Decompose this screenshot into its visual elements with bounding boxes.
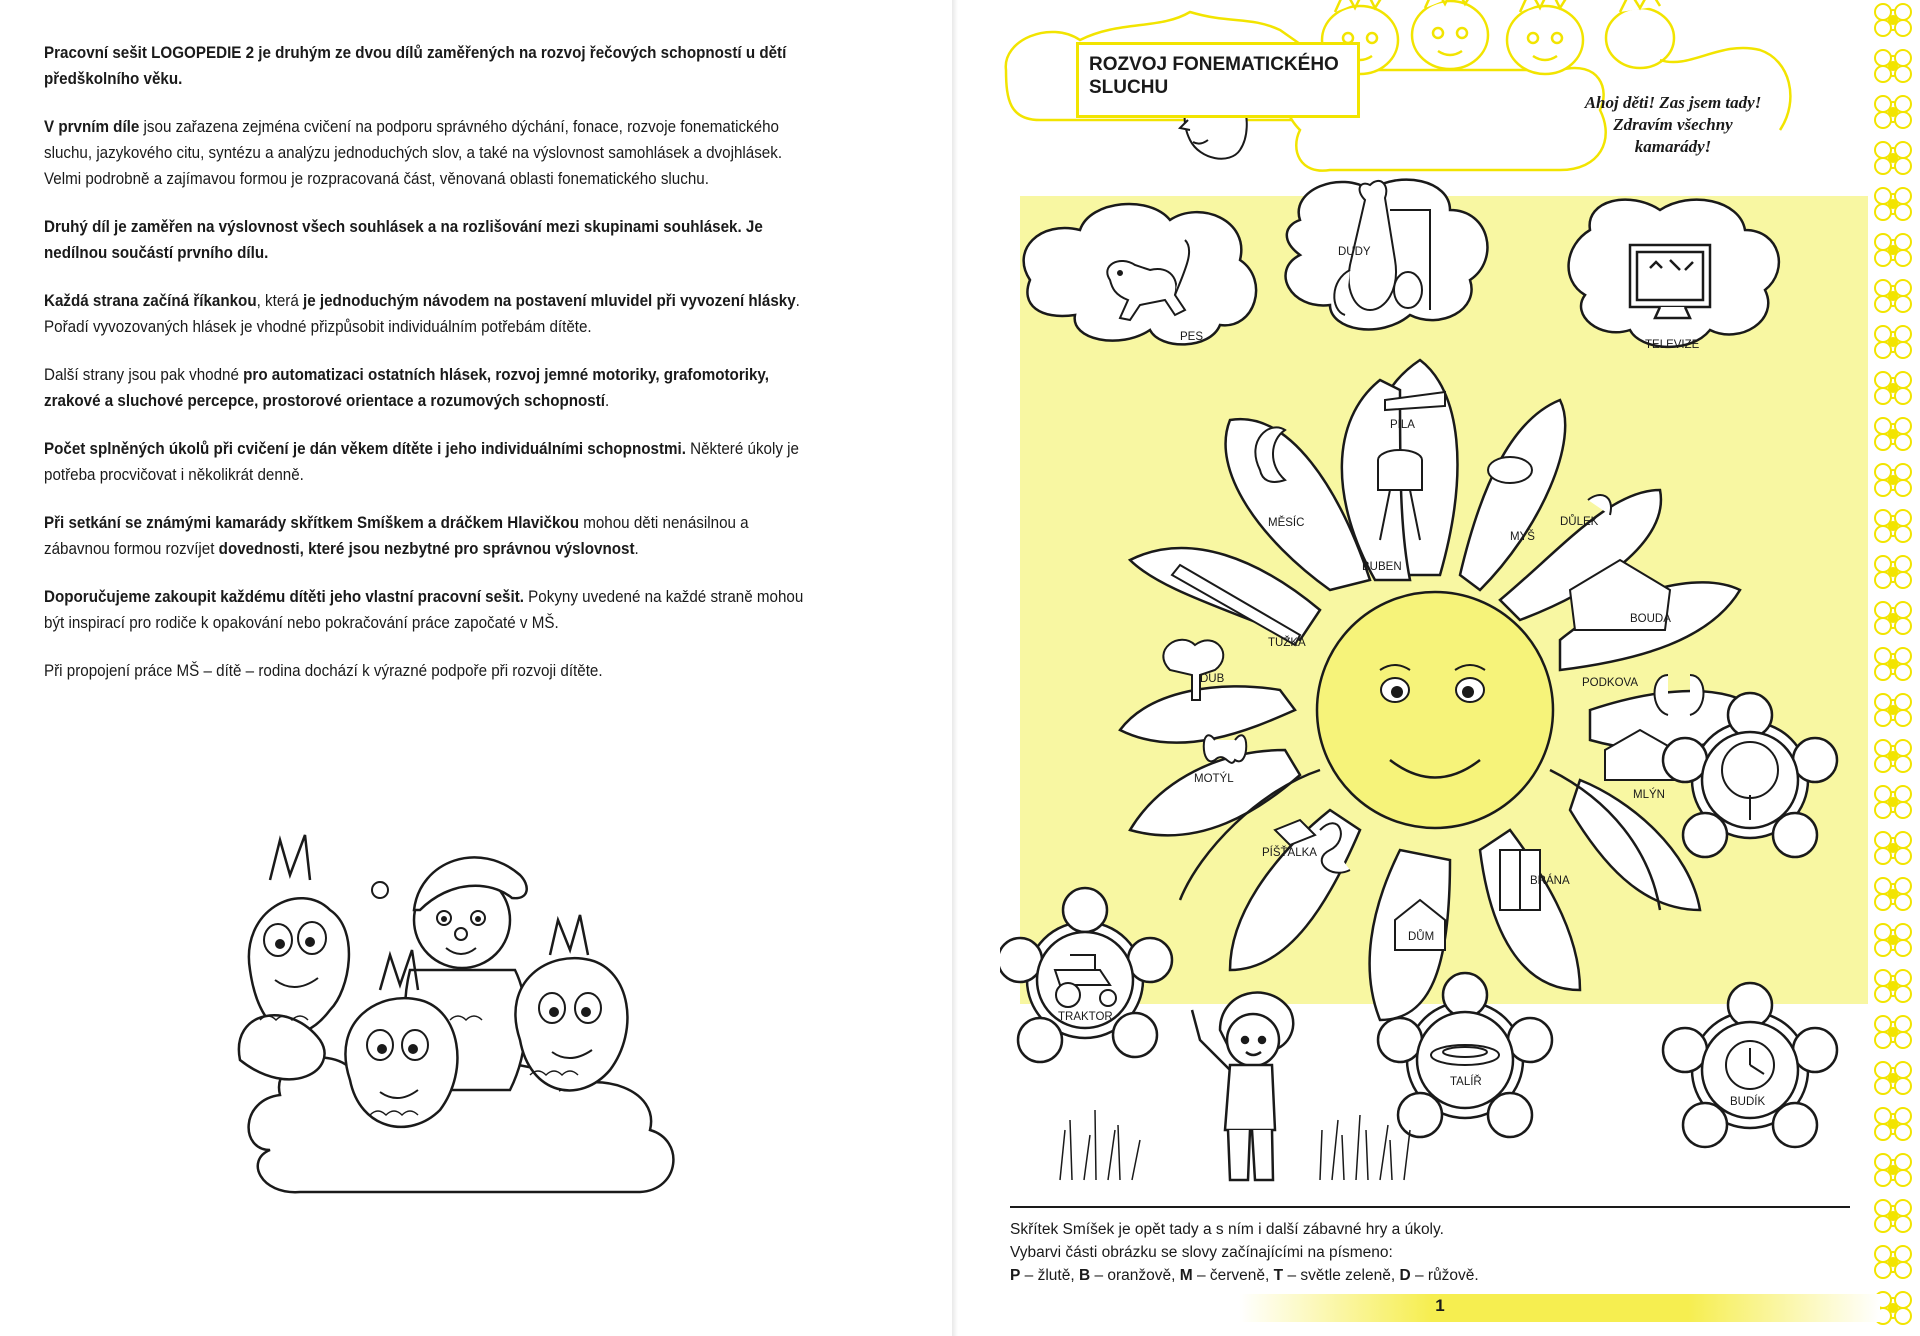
grass-right <box>1320 1115 1410 1180</box>
dragons-and-elf-illustration <box>230 820 690 1220</box>
color-letter: P <box>1010 1267 1021 1284</box>
instructions-line-2: Vybarvi části obrázku se slovy začínajícími na písmeno: <box>1010 1244 1393 1261</box>
label-traktor: TRAKTOR <box>1058 1011 1113 1023</box>
intro-text-run: Při propojení práce MŠ – dítě – rodina dochází k výrazné podpoře při rozvoji dítěte. <box>44 662 603 680</box>
border-flower <box>1875 1246 1911 1278</box>
greeting-line-3: kamarády! <box>1634 137 1712 156</box>
label-tuzka: TUŽKA <box>1268 637 1306 649</box>
border-flower <box>1875 372 1911 404</box>
petal-dub <box>1120 686 1295 742</box>
intro-text-run: mohou děti nenásilnou a zábavnou formou rozvíjet <box>44 514 749 558</box>
intro-paragraph <box>44 288 817 340</box>
intro-text-run: Pracovní sešit LOGOPEDIE 2 je druhým ze dvou dílů zaměřených na rozvoj řečových schopností u dětí předškolního věku. <box>44 44 787 88</box>
intro-text-run: Počet splněných úkolů při cvičení je dán věkem dítěte i jeho individuálními schopnostmi. <box>44 440 686 458</box>
page-title: ROZVOJ FONEMATICKÉHO SLUCHU <box>1076 42 1360 118</box>
greeting-bubble <box>1568 92 1778 178</box>
border-flower <box>1875 878 1911 910</box>
bottom-divider <box>1010 1206 1850 1208</box>
border-flower <box>1875 4 1911 36</box>
intro-text-run: Další strany jsou pak vhodné <box>44 366 244 384</box>
color-name: – světle zeleně, <box>1283 1267 1400 1284</box>
instructions-line-1: Skřítek Smíšek je opět tady a s ním i další zábavné hry a úkoly. <box>1010 1221 1444 1238</box>
border-flower <box>1875 96 1911 128</box>
intro-text-run: , která <box>256 292 304 310</box>
color-name: – oranžově, <box>1090 1267 1180 1284</box>
greeting-line-2: Zdravím všechny <box>1613 115 1733 134</box>
label-talir: TALÍŘ <box>1450 1076 1482 1088</box>
border-flower <box>1875 50 1911 82</box>
border-flower <box>1875 1108 1911 1140</box>
border-flower <box>1875 1154 1911 1186</box>
label-buben: BUBEN <box>1362 561 1402 573</box>
border-flower <box>1875 464 1911 496</box>
intro-text <box>44 40 817 706</box>
label-dudy: DUDY <box>1338 246 1371 258</box>
border-flower <box>1875 188 1911 220</box>
intro-text-run: jsou zařazena zejména cvičení na podporu správného dýchání, fonace, rozvoje fonematického sluchu, jazykového citu, syntézu a analýzu jednoduchých slov, a také na výslovnost samohlásek a dvojhlásek. Velmi podrobně a zajímavou formou je rozpracovaná část, věnovaná oblasti fonematického sluchu. <box>44 118 783 188</box>
intro-paragraph <box>44 214 817 266</box>
grass-left <box>1060 1110 1140 1180</box>
label-dulek: DŮLEK <box>1560 516 1599 528</box>
greeting-line-1: Ahoj děti! Zas jsem tady! <box>1584 93 1762 112</box>
color-name: – červeně, <box>1192 1267 1274 1284</box>
border-flower <box>1875 1292 1911 1324</box>
intro-text-run: . <box>634 540 639 558</box>
color-name: – žlutě, <box>1020 1267 1079 1284</box>
border-flower <box>1875 326 1911 358</box>
intro-paragraph <box>44 40 817 92</box>
border-flower <box>1875 694 1911 726</box>
mouse-icon <box>1488 457 1532 483</box>
label-televize: TELEVIZE <box>1645 339 1700 351</box>
butterfly-icon <box>1204 735 1247 763</box>
intro-paragraph <box>44 362 817 414</box>
label-bouda: BOUDA <box>1630 613 1671 625</box>
intro-text-run: Doporučujeme zakoupit každému dítěti jeho vlastní pracovní sešit. <box>44 588 524 606</box>
border-flower <box>1875 510 1911 542</box>
border-flower <box>1875 648 1911 680</box>
tree-icon <box>1722 742 1778 798</box>
intro-text-run: dovednosti, které jsou nezbytné pro správnou výslovnost <box>218 540 635 558</box>
intro-text-run: pro automatizaci ostatních hlásek, rozvoj jemné motoriky, grafomotoriky, zrakové a sluchové percepce, prostorové orientace a rozumových schopností <box>44 366 769 410</box>
label-mys: MYŠ <box>1510 531 1535 543</box>
label-pistalka: PÍŠŤALKA <box>1262 847 1317 859</box>
intro-text-run: Každá strana začíná říkankou <box>44 292 257 310</box>
intro-paragraph <box>44 584 817 636</box>
color-letter: D <box>1399 1267 1411 1284</box>
border-flower <box>1875 142 1911 174</box>
intro-paragraph <box>44 658 817 684</box>
border-flower <box>1875 556 1911 588</box>
intro-text-run: . <box>605 392 610 410</box>
instructions-colors <box>1010 1264 1650 1287</box>
left-page <box>0 0 952 1336</box>
intro-text-run: Pokyny uvedené na každé straně mohou být inspirací pro rodiče k opakování nebo pokračování práce započaté v MŠ. <box>44 588 804 632</box>
instructions <box>1010 1218 1650 1287</box>
elf-smisek-icon <box>1192 993 1293 1180</box>
border-flower <box>1875 924 1911 956</box>
label-dum: DŮM <box>1408 931 1435 943</box>
intro-paragraph <box>44 436 817 488</box>
television-icon <box>1630 245 1710 318</box>
intro-paragraph <box>44 510 817 562</box>
color-letter: B <box>1078 1267 1091 1284</box>
label-mlyn: MLÝN <box>1633 789 1665 801</box>
label-pila: PILA <box>1390 419 1415 431</box>
border-flower <box>1875 970 1911 1002</box>
sun-face <box>1317 592 1553 828</box>
hole-icon <box>1588 495 1611 515</box>
border-flower <box>1875 418 1911 450</box>
label-podkova: PODKOVA <box>1582 677 1639 689</box>
color-name: – růžově. <box>1410 1267 1479 1284</box>
label-mesic: MĚSÍC <box>1268 517 1305 529</box>
label-brana: BRÁNA <box>1530 875 1570 887</box>
intro-text-run: Při setkání se známými kamarády skřítkem Smíškem a dráčkem Hlavičkou <box>44 514 579 532</box>
label-dub: DUB <box>1200 673 1225 685</box>
border-flower <box>1875 1016 1911 1048</box>
border-flower <box>1875 786 1911 818</box>
intro-text-run: je jednoduchým návodem na postavení mluvidel při vyvození hlásky <box>303 292 796 310</box>
intro-text-run: . Pořadí vyvozovaných hlásek je vhodné přizpůsobit individuálním potřebám dítěte. <box>44 292 800 336</box>
border-flower <box>1875 280 1911 312</box>
flower-illustration <box>1000 170 1880 1210</box>
color-letter: T <box>1273 1267 1284 1284</box>
page-number: 1 <box>1435 1296 1445 1315</box>
border-flower <box>1875 602 1911 634</box>
intro-paragraph <box>44 114 817 192</box>
intro-text-run: Druhý díl je zaměřen na výslovnost všech souhlásek a na rozlišování mezi skupinami souhlásek. Je nedílnou součástí prvního dílu. <box>44 218 763 262</box>
border-flower <box>1875 1062 1911 1094</box>
label-pes: PES <box>1180 331 1204 343</box>
color-letter: M <box>1179 1267 1193 1284</box>
intro-text-run: V prvním díle <box>44 118 140 136</box>
intro-text-run: Některé úkoly je potřeba procvičovat i několikrát denně. <box>44 440 799 484</box>
border-flower <box>1875 832 1911 864</box>
label-budik: BUDÍK <box>1730 1096 1766 1108</box>
page-number-bar <box>1240 1294 1880 1322</box>
label-motyl: MOTÝL <box>1194 773 1234 785</box>
border-flower <box>1875 234 1911 266</box>
border-flower <box>1875 740 1911 772</box>
border-flower <box>1875 1200 1911 1232</box>
